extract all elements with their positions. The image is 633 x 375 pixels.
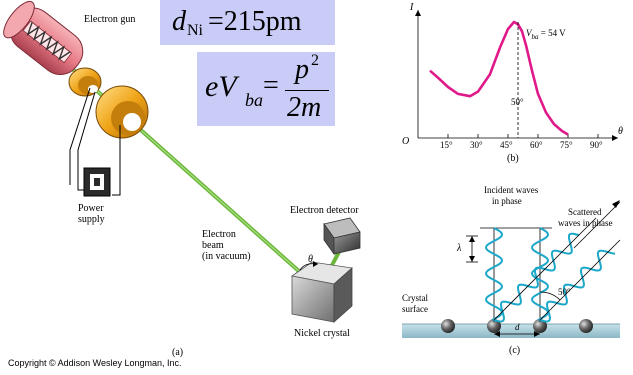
incident-label-line1: Incident waves — [484, 185, 539, 195]
beam-label-line3: (in vacuum) — [202, 251, 251, 262]
x-tick-label: 90° — [590, 140, 603, 150]
panel-a-caption: (a) — [172, 347, 184, 358]
x-tick-label: 45° — [500, 140, 513, 150]
power-supply — [84, 168, 110, 196]
numerator: p — [295, 54, 309, 85]
detector-label: Electron detector — [290, 205, 359, 216]
y-axis-label: I — [410, 2, 414, 13]
x-tick-label: 60° — [530, 140, 543, 150]
x-tick-label: 75° — [560, 140, 573, 150]
x-tick-label: 15° — [440, 140, 453, 150]
spacing-label: d — [515, 322, 520, 332]
nickel-spacing-equation-box — [160, 0, 335, 45]
intensity-chart — [415, 10, 618, 141]
copyright-notice: Copyright © Addison Wesley Longman, Inc. — [8, 358, 182, 368]
power-supply-label-line1: Power — [78, 203, 104, 214]
crystal-surface-label-line1: Crystal — [402, 293, 428, 303]
beam-label-line2: beam — [202, 240, 224, 251]
x-axis-label: θ — [618, 126, 623, 137]
panel-c-caption: (c) — [509, 345, 521, 356]
energy-lhs-subscript: ba — [245, 90, 263, 110]
d-symbol: d — [172, 6, 186, 37]
denominator: 2m — [287, 92, 322, 123]
power-supply-label-line2: supply — [78, 214, 105, 225]
electron-gun-label: Electron gun — [84, 14, 136, 25]
focusing-lens-large — [96, 86, 148, 138]
wavelength-label: λ — [457, 243, 462, 254]
beam-label-line1: Electron — [202, 229, 236, 240]
d-subscript: Ni — [187, 22, 203, 39]
panel-b-caption: (b) — [507, 153, 519, 164]
atom — [441, 319, 455, 333]
numerator-exponent: 2 — [311, 52, 319, 69]
x-tick-label: 30° — [470, 140, 483, 150]
nickel-crystal — [292, 262, 352, 322]
atom — [579, 319, 593, 333]
scattered-label-line1: Scattered — [568, 207, 602, 217]
electron-detector — [324, 218, 360, 254]
d-value: =215pm — [208, 6, 302, 37]
scattered-label-line2: waves in phase — [558, 218, 613, 228]
voltage-annotation: $V_{ba} = 54$ V — [526, 28, 566, 41]
incident-label-line2: in phase — [492, 196, 522, 206]
crystal-label: Nickel crystal — [294, 328, 350, 339]
fraction-bar — [285, 90, 329, 91]
scatter-angle-label: 50° — [558, 287, 571, 297]
peak-angle-label: 50° — [511, 97, 524, 107]
energy-equation-box — [197, 52, 335, 126]
scattered-wave — [540, 251, 615, 322]
origin-label: O — [402, 136, 410, 147]
theta-label: θ — [308, 254, 313, 265]
crystal-surface-label-line2: surface — [402, 304, 428, 314]
equals-sign: = — [263, 70, 279, 101]
energy-lhs: eV — [205, 70, 237, 103]
focusing-lens-small — [69, 68, 101, 96]
